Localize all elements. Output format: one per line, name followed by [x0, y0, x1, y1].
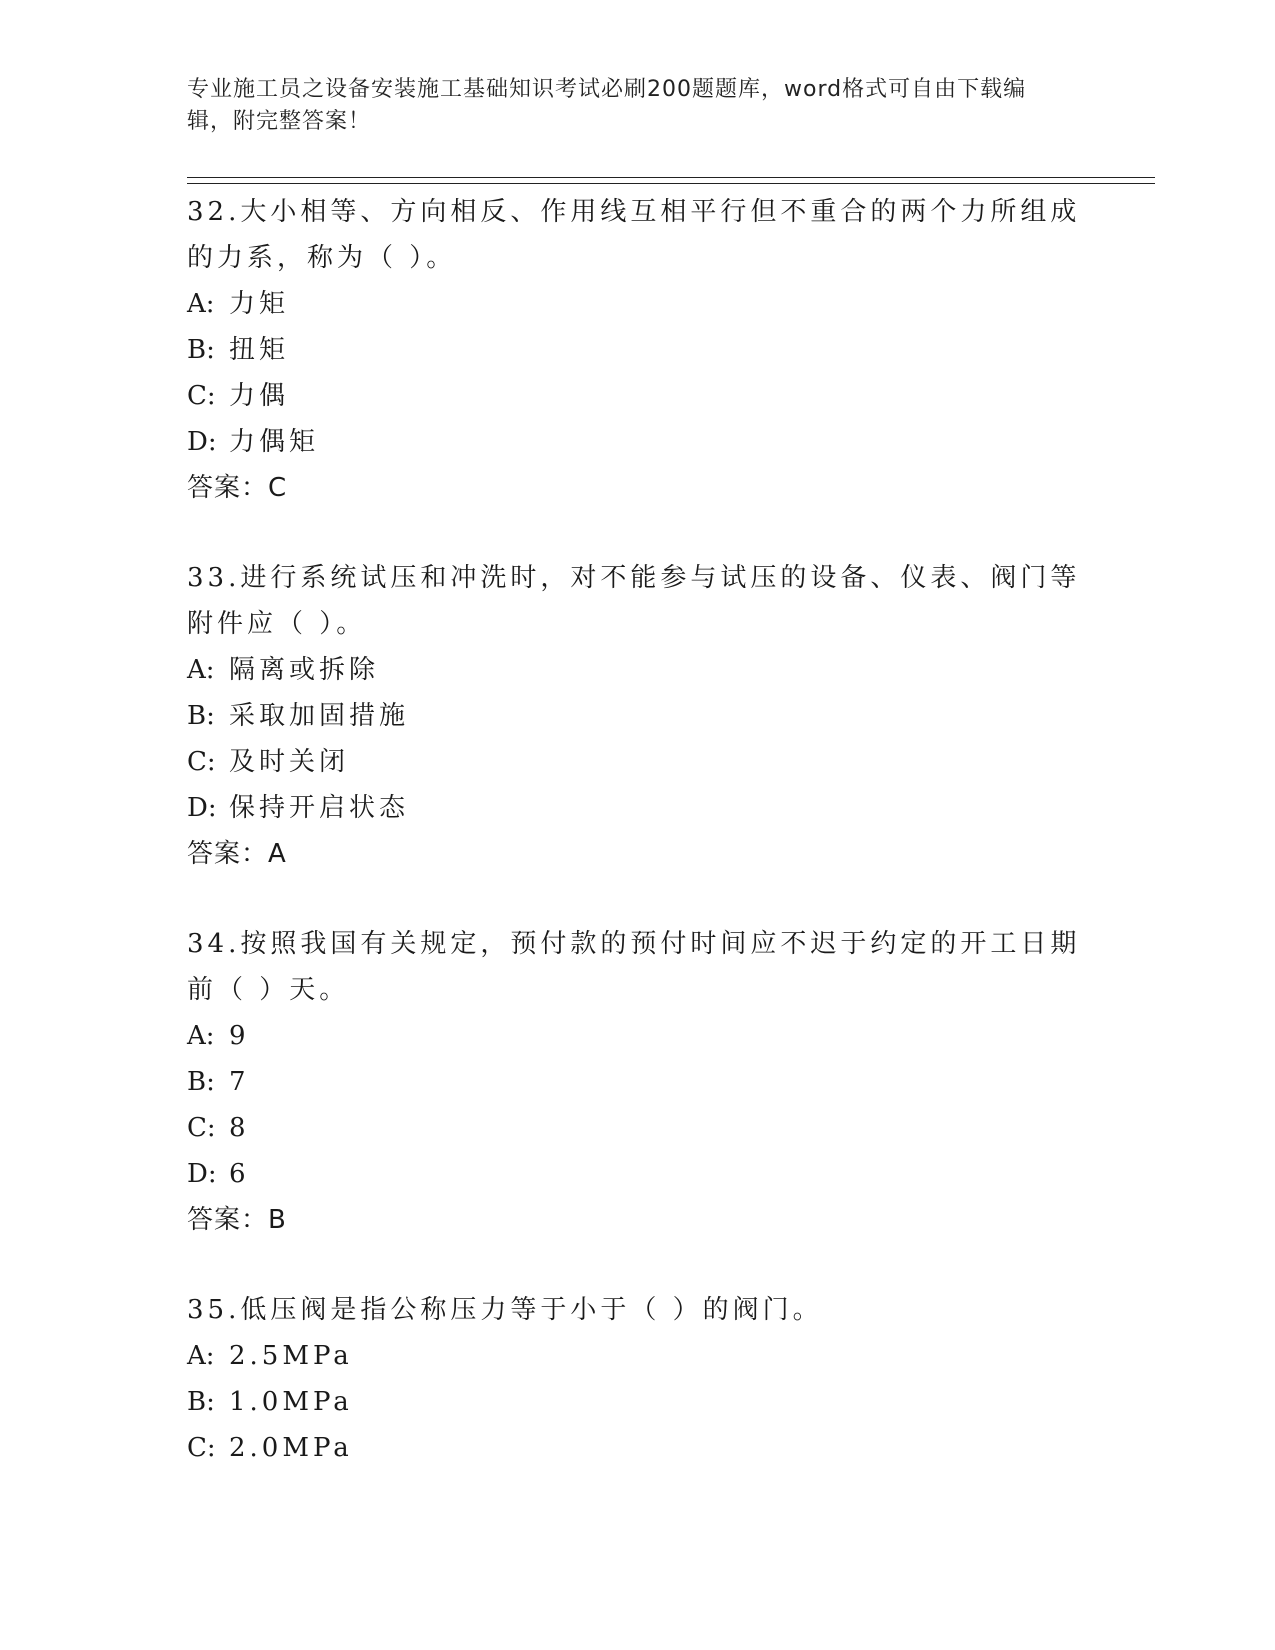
- option-d: [187, 419, 1087, 465]
- option-letter: B:: [187, 1387, 215, 1417]
- question-stem: 35.低压阀是指公称压力等于小于（ ）的阀门。: [187, 1295, 823, 1325]
- option-a: [187, 647, 1087, 693]
- option-c: [187, 1105, 1087, 1151]
- option-text: 1.0MPa: [229, 1387, 353, 1417]
- question-stem: 33.进行系统试压和冲洗时，对不能参与试压的设备、仪表、阀门等附件应（ ）。: [187, 563, 1081, 639]
- option-text: 及时关闭: [229, 747, 350, 777]
- option-text: 保持开启状态: [229, 793, 410, 823]
- option-b: [187, 1379, 1087, 1425]
- option-text: 2.5MPa: [229, 1341, 353, 1371]
- option-b: [187, 327, 1087, 373]
- option-text: 9: [229, 1021, 250, 1051]
- question-stem: 34.按照我国有关规定，预付款的预付时间应不迟于约定的开工日期前（ ）天。: [187, 929, 1081, 1005]
- answer-line: 答案：C: [187, 473, 288, 503]
- option-letter: C:: [187, 1113, 216, 1143]
- option-c: [187, 739, 1087, 785]
- answer-line: 答案：A: [187, 839, 287, 869]
- option-text: 隔离或拆除: [229, 655, 380, 685]
- document-header-title: 专业施工员之设备安装施工基础知识考试必刷200题题库，word格式可自由下载编辑，附完整答案！: [187, 77, 1027, 134]
- answer-line: 答案：B: [187, 1205, 287, 1235]
- option-c: [187, 1425, 1087, 1471]
- option-letter: A:: [187, 655, 215, 685]
- option-text: 2.0MPa: [229, 1433, 353, 1463]
- option-letter: C:: [187, 747, 216, 777]
- option-text: 8: [229, 1113, 250, 1143]
- option-letter: A:: [187, 1341, 215, 1371]
- header-divider-top: [187, 177, 1155, 178]
- option-letter: A:: [187, 289, 215, 319]
- option-a: [187, 1013, 1087, 1059]
- option-letter: B:: [187, 1067, 215, 1097]
- option-text: 7: [229, 1067, 250, 1097]
- option-letter: B:: [187, 335, 215, 365]
- option-b: [187, 693, 1087, 739]
- option-b: [187, 1059, 1087, 1105]
- question-stem: 32.大小相等、方向相反、作用线互相平行但不重合的两个力所组成的力系，称为（ ）。: [187, 197, 1081, 273]
- option-text: 力偶: [229, 381, 290, 411]
- question-33: [187, 555, 1087, 877]
- option-text: 力偶矩: [229, 427, 320, 457]
- option-letter: D:: [187, 793, 217, 823]
- question-35: [187, 1287, 1087, 1471]
- option-letter: C:: [187, 1433, 216, 1463]
- question-32: [187, 189, 1087, 511]
- option-letter: A:: [187, 1021, 215, 1051]
- option-d: [187, 1151, 1087, 1197]
- option-a: [187, 281, 1087, 327]
- option-letter: C:: [187, 381, 216, 411]
- option-c: [187, 373, 1087, 419]
- option-text: 采取加固措施: [229, 701, 410, 731]
- question-34: [187, 921, 1087, 1243]
- option-text: 扭矩: [229, 335, 290, 365]
- option-letter: B:: [187, 701, 215, 731]
- option-a: [187, 1333, 1087, 1379]
- option-text: 6: [229, 1159, 250, 1189]
- option-text: 力矩: [229, 289, 290, 319]
- header-divider-bottom: [187, 183, 1155, 184]
- option-letter: D:: [187, 1159, 217, 1189]
- option-d: [187, 785, 1087, 831]
- option-letter: D:: [187, 427, 217, 457]
